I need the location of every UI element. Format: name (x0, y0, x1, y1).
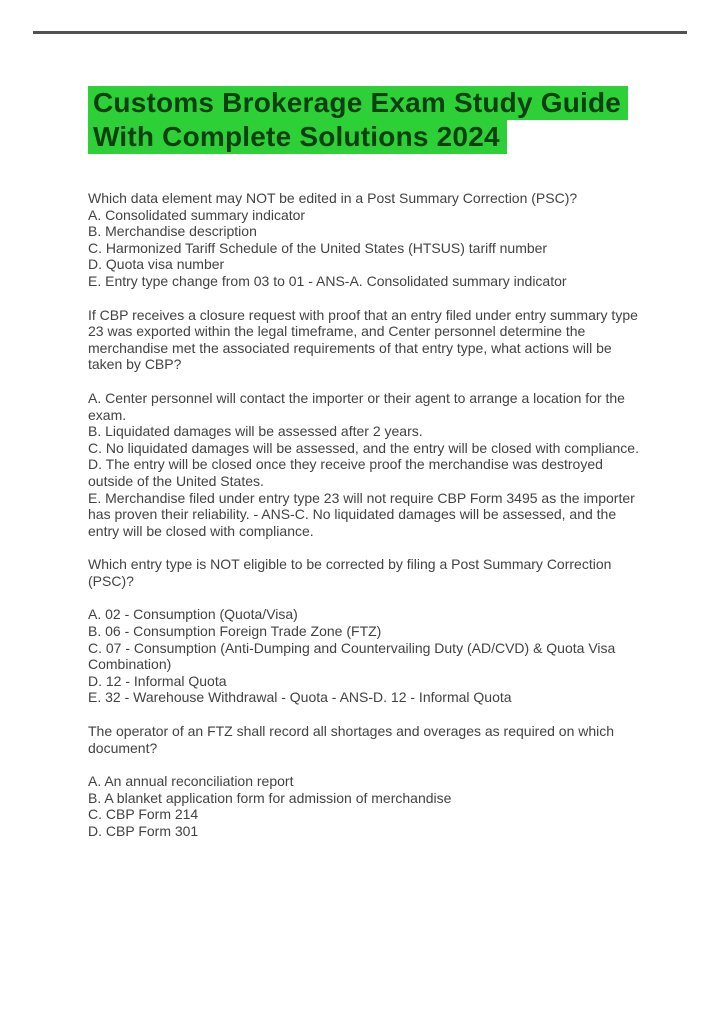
question-block-3-options (88, 606, 644, 706)
q2-option-a: A. Center personnel will contact the importer or their agent to arrange a location for the exam. (88, 389, 625, 423)
question-block-2-options (88, 390, 644, 539)
q4-option-b: B. A blanket application form for admission of merchandise (88, 789, 452, 806)
q3-question: Which entry type is NOT eligible to be corrected by filing a Post Summary Correction (PSC)? (88, 556, 612, 589)
page-title-line-1: Customs Brokerage Exam Study Guide (88, 86, 628, 120)
q3-option-b: B. 06 - Consumption Foreign Trade Zone (FTZ) (88, 623, 382, 640)
q4-option-d: D. CBP Form 301 (88, 823, 199, 839)
q2-option-c: C. No liquidated damages will be assessed, and the entry will be closed with compliance. (88, 439, 639, 456)
q3-option-d: D. 12 - Informal Quota (88, 672, 227, 689)
question-block-1 (88, 190, 644, 290)
question-block-2-question (88, 307, 644, 373)
q1-option-e-with-answer: E. Entry type change from 03 to 01 - ANS-A. Consolidated summary indicator (88, 272, 567, 289)
question-block-4-options (88, 773, 644, 839)
q1-option-d: D. Quota visa number (88, 256, 225, 273)
q2-option-e-with-answer: E. Merchandise filed under entry type 23 will not require CBP Form 3495 as the importer has proven their reliability. - ANS-C. No liquidated damages will be assessed, and the entry will be closed with compliance. (88, 489, 635, 539)
q2-option-d: D. The entry will be closed once they receive proof the merchandise was destroyed outside of the United States. (88, 456, 603, 489)
q1-option-a: A. Consolidated summary indicator (88, 206, 306, 223)
q2-question: If CBP receives a closure request with proof that an entry filed under entry summary type 23 was exported within the legal timeframe, and Center personnel determine the merchandise met the associated requirements of that entry type, what actions will be taken by CBP? (88, 306, 638, 373)
page-content (88, 86, 644, 857)
question-block-3-question (88, 556, 644, 589)
q2-option-b: B. Liquidated damages will be assessed after 2 years. (88, 423, 423, 440)
q3-option-c: C. 07 - Consumption (Anti-Dumping and Countervailing Duty (AD/CVD) & Quota Visa Combination) (88, 639, 616, 673)
q4-option-a: A. An annual reconciliation report (88, 773, 294, 790)
q3-option-e-with-answer: E. 32 - Warehouse Withdrawal - Quota - ANS-D. 12 - Informal Quota (88, 689, 512, 706)
page-title-line-2: With Complete Solutions 2024 (88, 120, 507, 154)
q1-option-b: B. Merchandise description (88, 223, 257, 240)
q4-option-c: C. CBP Form 214 (88, 806, 199, 823)
q1-question: Which data element may NOT be edited in a Post Summary Correction (PSC)? (88, 190, 578, 206)
top-divider (33, 31, 687, 34)
q4-question: The operator of an FTZ shall record all shortages and overages as required on which document? (88, 723, 615, 756)
q3-option-a: A. 02 - Consumption (Quota/Visa) (88, 606, 298, 623)
page-title (88, 86, 644, 154)
question-block-4-question (88, 723, 644, 756)
q1-option-c: C. Harmonized Tariff Schedule of the United States (HTSUS) tariff number (88, 239, 548, 256)
